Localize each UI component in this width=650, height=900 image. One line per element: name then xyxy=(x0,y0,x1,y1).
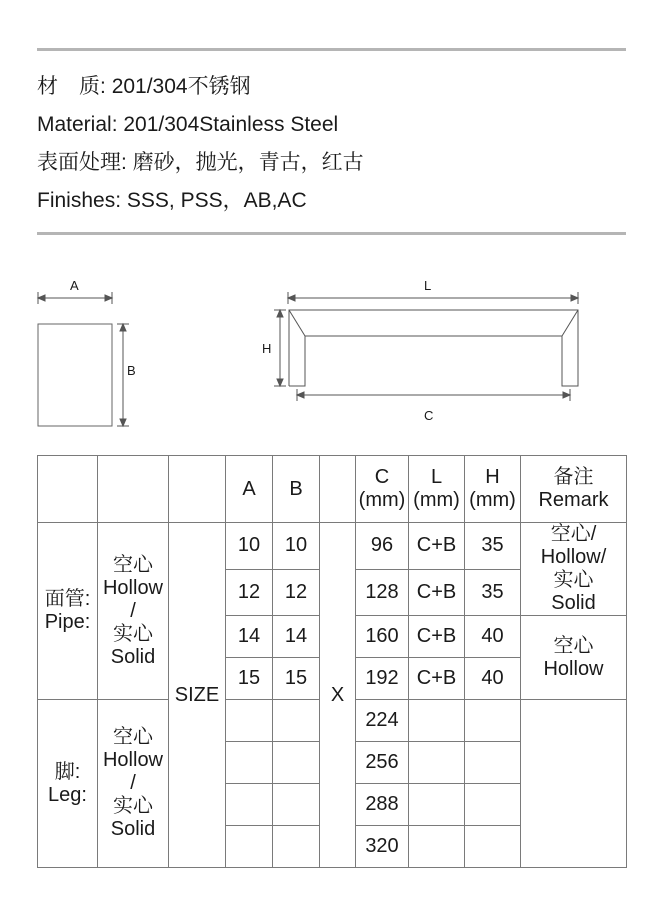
dimension-label-a: A xyxy=(70,278,79,293)
header-remark: 备注 Remark xyxy=(521,456,627,523)
spec-label: Finishes: xyxy=(37,189,122,212)
cell-h xyxy=(465,826,521,868)
cell-h: 40 xyxy=(465,658,521,700)
header-empty-cell xyxy=(320,456,356,523)
header-c: C (mm) xyxy=(356,456,409,523)
spec-value: 201/304不锈钢 xyxy=(111,75,251,98)
cell-b xyxy=(273,826,320,868)
remark-cell-1: 空心/ Hollow/ 实心 Solid xyxy=(521,523,627,616)
header-empty-cell xyxy=(38,456,98,523)
table-row xyxy=(38,523,627,570)
cell-h: 35 xyxy=(465,569,521,616)
remark-cell-2: 空心 Hollow xyxy=(521,616,627,700)
spec-label: 材 质: xyxy=(37,75,106,98)
header-empty-cell xyxy=(169,456,226,523)
cell-b xyxy=(273,784,320,826)
cell-l: C+B xyxy=(409,616,465,658)
cell-c: 96 xyxy=(356,523,409,570)
cell-c: 128 xyxy=(356,569,409,616)
spec-label: Material: xyxy=(37,113,118,136)
header-h: H (mm) xyxy=(465,456,521,523)
cell-a: 10 xyxy=(226,523,273,570)
cell-h: 40 xyxy=(465,616,521,658)
x-label-cell: X xyxy=(320,523,356,868)
spec-value: SSS, PSS，AB,AC xyxy=(126,189,307,212)
cell-a: 14 xyxy=(226,616,273,658)
cell-b: 12 xyxy=(273,569,320,616)
cell-h xyxy=(465,742,521,784)
cell-h xyxy=(465,700,521,742)
pipe-label-cell: 面管: Pipe: xyxy=(38,523,98,700)
cell-a xyxy=(226,700,273,742)
dimension-label-b: B xyxy=(127,363,136,378)
cell-b: 10 xyxy=(273,523,320,570)
spec-material-cn xyxy=(37,75,251,99)
cell-l: C+B xyxy=(409,658,465,700)
cell-a: 12 xyxy=(226,569,273,616)
remark-empty-cell xyxy=(521,700,627,868)
header-b: B xyxy=(273,456,320,523)
spec-finishes-cn xyxy=(37,151,364,175)
dimension-label-l: L xyxy=(424,278,432,293)
cell-c: 160 xyxy=(356,616,409,658)
cell-c: 256 xyxy=(356,742,409,784)
handle-dimension-diagram xyxy=(0,270,650,440)
spec-value: 磨砂，抛光，青古，红古 xyxy=(132,151,364,174)
cross-section-drawing xyxy=(38,292,129,426)
spec-finishes-en xyxy=(37,189,307,213)
cell-l: C+B xyxy=(409,569,465,616)
cell-c: 224 xyxy=(356,700,409,742)
header-a: A xyxy=(226,456,273,523)
cell-a xyxy=(226,742,273,784)
spec-value: 201/304Stainless Steel xyxy=(123,113,339,136)
cell-c: 288 xyxy=(356,784,409,826)
spec-label: 表面处理: xyxy=(37,151,127,174)
middle-divider xyxy=(37,232,626,235)
dimension-label-h: H xyxy=(262,341,272,356)
header-l: L (mm) xyxy=(409,456,465,523)
cell-b xyxy=(273,742,320,784)
cell-a xyxy=(226,826,273,868)
cell-l xyxy=(409,700,465,742)
pipe-type-cell: 空心 Hollow / 实心 Solid xyxy=(98,523,169,700)
size-label-cell: SIZE xyxy=(169,523,226,868)
table-header-row xyxy=(38,456,627,523)
cell-l: C+B xyxy=(409,523,465,570)
cell-l xyxy=(409,784,465,826)
cell-h xyxy=(465,784,521,826)
cell-a: 15 xyxy=(226,658,273,700)
leg-type-cell: 空心 Hollow / 实心 Solid xyxy=(98,700,169,868)
header-empty-cell xyxy=(98,456,169,523)
cell-l xyxy=(409,742,465,784)
cell-l xyxy=(409,826,465,868)
cell-h: 35 xyxy=(465,523,521,570)
size-spec-table xyxy=(37,455,627,868)
cell-b: 14 xyxy=(273,616,320,658)
cell-c: 320 xyxy=(356,826,409,868)
cell-b xyxy=(273,700,320,742)
leg-label-cell: 脚: Leg: xyxy=(38,700,98,868)
handle-profile-drawing xyxy=(274,292,578,401)
cell-a xyxy=(226,784,273,826)
top-divider xyxy=(37,48,626,51)
spec-material-en xyxy=(37,113,338,137)
dimension-label-c: C xyxy=(424,408,434,423)
cell-c: 192 xyxy=(356,658,409,700)
cell-b: 15 xyxy=(273,658,320,700)
